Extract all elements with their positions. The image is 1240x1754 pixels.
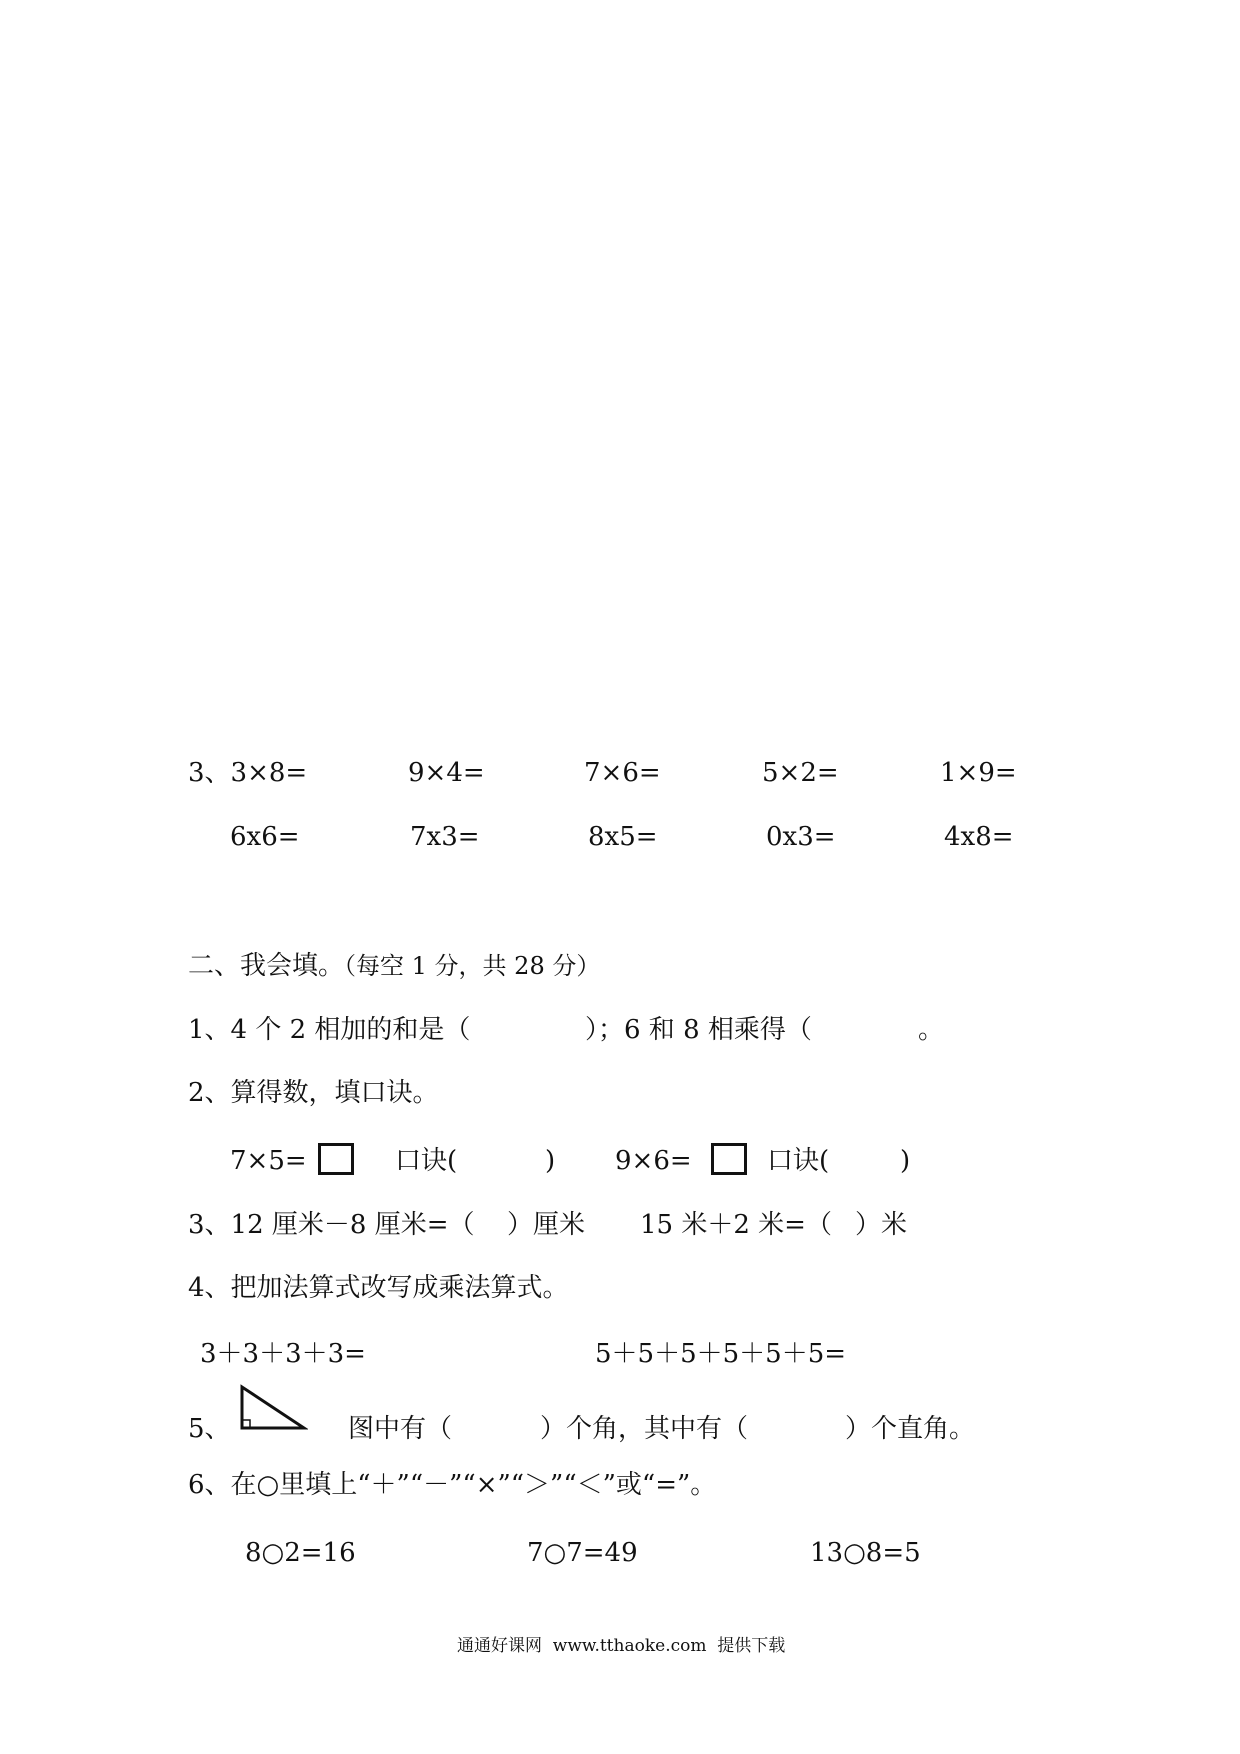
q3b-part1: 3、12 厘米－8 厘米=（ [188,1210,475,1240]
q3b-part3: 15 米＋2 米=（ [640,1210,832,1240]
section-title: 二、我会填。 [188,951,345,981]
q6-expr3: 13○8=5 [810,1538,921,1568]
q3b-part4: ）米 [855,1210,908,1240]
calc-0x3: 0x3= [766,822,836,852]
calc-7x3: 7x3= [410,822,480,852]
calc-9x4: 9×4= [408,758,485,788]
q2-eq1: 7×5= [230,1146,307,1176]
section-score-note: （每空 1 分，共 28 分） [344,952,601,980]
footer-credit: 通通好课网 www.tthaoke.com 提供下载 [457,1636,786,1656]
q1-part3: 。 [918,1015,945,1045]
q5-part1: 图中有（ [348,1414,453,1444]
q6-text: 6、在○里填上“＋”“－”“×”“＞”“＜”或“=”。 [188,1470,717,1500]
q2-eq2: 9×6= [615,1146,692,1176]
calc-6x6: 6x6= [230,822,300,852]
q2-text: 2、算得数，填口诀。 [188,1078,439,1108]
q5-part2: ）个角，其中有（ [540,1414,749,1444]
q2-kouju2-open: 口诀( [767,1146,830,1176]
q2-kouju1-open: 口诀( [395,1146,458,1176]
q3b-part2: ）厘米 [507,1210,586,1240]
q4-expr2: 5＋5＋5＋5＋5＋5= [595,1339,847,1369]
q2-kouju1-close: ) [545,1146,556,1176]
section-heading [188,950,600,982]
q6-expr1: 8○2=16 [245,1538,356,1568]
calc-5x2: 5×2= [762,758,839,788]
q1-part2: ）；6 和 8 相乘得（ [585,1015,812,1045]
calc-3x8: 3、3×8= [188,758,308,788]
calc-7x6: 7×6= [584,758,661,788]
calc-1x9: 1×9= [940,758,1017,788]
q5-part3: ）个直角。 [845,1414,976,1444]
q1-part1: 1、4 个 2 相加的和是（ [188,1015,471,1045]
q5-number: 5、 [188,1414,231,1444]
q4-text: 4、把加法算式改写成乘法算式。 [188,1273,569,1303]
q6-expr2: 7○7=49 [527,1538,638,1568]
calc-4x8: 4x8= [944,822,1014,852]
triangle-shape [242,1387,304,1428]
right-triangle-figure [238,1383,308,1433]
calc-8x5: 8x5= [588,822,658,852]
answer-box-2[interactable] [711,1143,747,1175]
answer-box-1[interactable] [318,1143,354,1175]
q4-expr1: 3＋3＋3＋3= [200,1339,366,1369]
q2-kouju2-close: ) [900,1146,911,1176]
